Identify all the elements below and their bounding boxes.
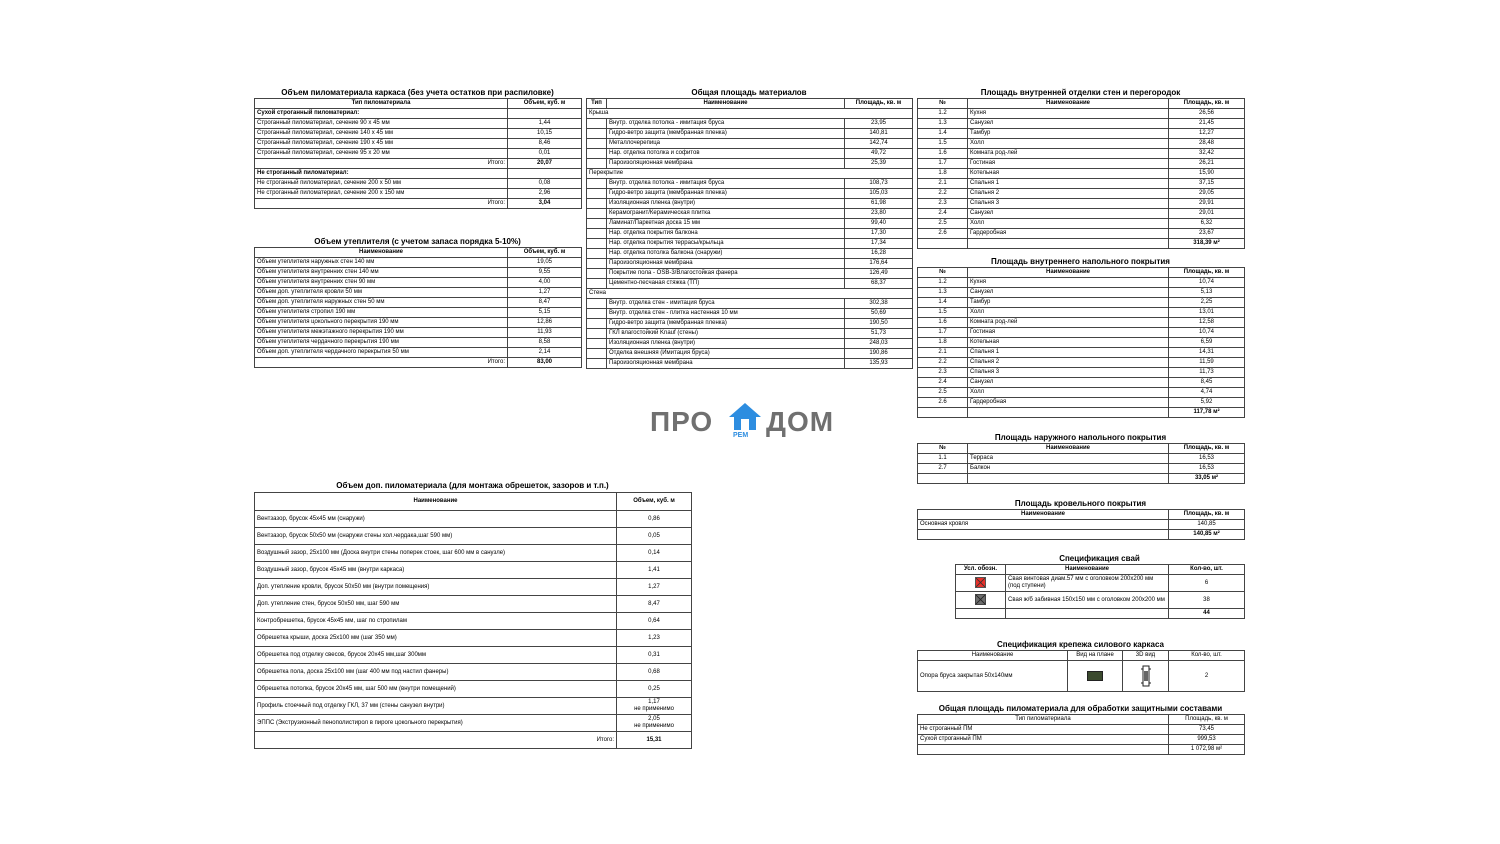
table-row: 1.7 Гостиная 10,74	[918, 328, 1245, 338]
table-row: Изоляционная пленка (внутри) 61,98	[587, 199, 913, 209]
table-row: 2.1 Спальня 1 37,15	[918, 179, 1245, 189]
table-row: Обрешетка крыши, доска 25х100 мм (шаг 350 мм) 1,23	[255, 630, 692, 647]
table-row: Основная кровля 140,85	[918, 520, 1245, 530]
fastener-block	[917, 640, 1244, 692]
table-row: 2.1 Спальня 1 14,31	[918, 348, 1245, 358]
table-row: Объем доп. утеплителя чердачного перекрытия 50 мм 2,14	[255, 348, 582, 358]
total-row: 140,85 м²	[918, 530, 1245, 540]
treatment-table: Тип пиломатериала Площадь, кв. м Не строганный ПМ 73,45 Сухой строганный ПМ 999,53 1 072,98 м²	[917, 714, 1245, 755]
table-row: Не строганный пиломатериал, сечение 200 х 150 мм 2,96	[255, 189, 582, 199]
table-row: Объем доп. утеплителя наружных стен 50 мм 8,47	[255, 298, 582, 308]
table-row: Вентзазор, брусок 50х50 мм (снаружи стены хол.чердака,шаг 590 мм) 0,05	[255, 528, 692, 545]
total-row: 33,05 м²	[918, 474, 1245, 484]
table-row: 2.7 Балкон 16,53	[918, 464, 1245, 474]
table-row: Нар. отделка потолка балкона (снаружи) 16,28	[587, 249, 913, 259]
table-row: 2.5 Холл 4,74	[918, 388, 1245, 398]
table-row: Сухой строганный ПМ 999,53	[918, 735, 1245, 745]
floor-in-block	[917, 257, 1244, 418]
logo-subtext: РЕМ	[733, 432, 749, 439]
table-row: 1.6 Комната род-лей 32,42	[918, 149, 1245, 159]
floor-out-block	[917, 433, 1244, 484]
roof-table: Наименование Площадь, кв. м Основная кровля 140,85 140,85 м²	[917, 509, 1245, 540]
table-row: Пароизоляционная мембрана 135,93	[587, 359, 913, 369]
table-row: 1.5 Холл 28,48	[918, 139, 1245, 149]
table-row: 2.5 Холл 6,32	[918, 219, 1245, 229]
table-row: 2.3 Спальня 3 11,73	[918, 368, 1245, 378]
table-row: Не строганный ПМ 73,45	[918, 725, 1245, 735]
table-row: Объем утеплителя внутренних стен 140 мм 9,55	[255, 268, 582, 278]
table-row: Покрытие пола - OSB-3/Влагостойкая фанера 126,49	[587, 269, 913, 279]
table-row: Строганный пиломатериал, сечение 140 х 45 мм 10,15	[255, 129, 582, 139]
table-row: Объем утеплителя межэтажного перекрытия 190 мм 11,93	[255, 328, 582, 338]
table-row: 1.4 Тамбур 2,25	[918, 298, 1245, 308]
treatment-title: Общая площадь пиломатериала для обработки защитными составами	[938, 704, 1223, 713]
lumber-block	[254, 88, 581, 209]
joist-hanger-3d-icon	[1140, 665, 1152, 687]
table-row: 2.4 Санузел 8,45	[918, 378, 1245, 388]
table-row: 2.2 Спальня 2 11,59	[918, 358, 1245, 368]
total-row: Итого: 20,07	[255, 159, 582, 169]
piles-block	[955, 554, 1244, 619]
logo-text-right: ДОМ	[766, 406, 835, 437]
joist-hanger-plan-icon	[1087, 671, 1103, 681]
table-row: Профиль стоечный под отделку ГКЛ, 37 мм (стены санузел внутри) 1,17 не применимо	[255, 698, 692, 715]
table-row: Не строганный пиломатериал, сечение 200 х 50 мм 0,08	[255, 179, 582, 189]
floor-out-table: № Наименование Площадь, кв. м 1.1 Терраса 16,53 2.7 Балкон 16,53 33,05 м²	[917, 443, 1245, 484]
table-row: 2.6 Гардеробная 5,92	[918, 398, 1245, 408]
brand-logo	[650, 402, 850, 444]
screw-pile-symbol-icon	[975, 577, 986, 588]
extra-lumber-table: Наименование Объем, куб. м Вентзазор, брусок 45х45 мм (снаружи) 0,86 Вентзазор, брусок 50х50 мм (снаружи стены хол.чердака,шаг 590 мм) 0,05 Воздушный зазор, 25х100 мм (Доска внутри стены поперек стоек, шаг 600 мм в санузле) 0,14 Воздушный зазор, брусок 45х45 мм (внутри каркаса) 1,41 Доп. утепление кровли, брусок 50х50 мм (внутри помещения) 1,27 Доп. утепление стен, брусок 50х50 мм, шаг 590 мм 8,47 Контробрешетка, брусок 45х45 мм, шаг по стропилам 0,64 Обрешетка крыши, доска 25х100 мм (шаг 350 мм) 1,23 Обрешетка под отделку свесов, брусок 20х45 мм,шаг 300мм 0,31 Обрешетка пола, доска 25х100 мм (шаг 400 мм под настил фанеры) 0,68 Обрешетка потолка, брусок 20х45 мм, шаг 500 мм (внутри помещений) 0,25 Профиль стоечный под отделку ГКЛ, 37 мм (стены санузел внутри) 1,17 не применимо ЭППС (Экструзионный пенополистирол в пироге цокольного перекрытия) 2,05 не применимо Итого: 15,31	[254, 492, 692, 749]
section-label: Не строганный пиломатериал:	[255, 169, 508, 179]
table-row: Обрешетка пола, доска 25х100 мм (шаг 400 мм под настил фанеры) 0,68	[255, 664, 692, 681]
table-row: Гидро-ветро защита (мембранная пленка) 140,81	[587, 129, 913, 139]
piles-title: Спецификация свай	[1059, 554, 1140, 563]
table-row: Керамогранит/Керамическая плитка 23,80	[587, 209, 913, 219]
table-row: ЭППС (Экструзионный пенополистирол в пироге цокольного перекрытия) 2,05 не применимо	[255, 715, 692, 732]
table-row: Обрешетка под отделку свесов, брусок 20х45 мм,шаг 300мм 0,31	[255, 647, 692, 664]
table-row: Нар. отделка потолка и софитов 49,72	[587, 149, 913, 159]
table-row: Доп. утепление стен, брусок 50х50 мм, шаг 590 мм 8,47	[255, 596, 692, 613]
table-row: Доп. утепление кровли, брусок 50х50 мм (внутри помещения) 1,27	[255, 579, 692, 596]
table-row: 1.7 Гостиная 26,21	[918, 159, 1245, 169]
section-label: Сухой строганный пиломатериал:	[255, 109, 508, 119]
floor-in-title: Площадь внутреннего напольного покрытия	[991, 257, 1170, 266]
table-row: Обрешетка потолка, брусок 20х45 мм, шаг 500 мм (внутри помещений) 0,25	[255, 681, 692, 698]
table-row: Объем утеплителя внутренних стен 90 мм 4,00	[255, 278, 582, 288]
table-row: Цементно-песчаная стяжка (ТП) 68,37	[587, 279, 913, 289]
table-row: Гидро-ветро защита (мембранная пленка) 190,50	[587, 319, 913, 329]
house-icon	[728, 402, 762, 434]
extra-lumber-title: Объем доп. пиломатериала (для монтажа обрешеток, зазоров и т.п.)	[336, 481, 609, 490]
table-row: Вентзазор, брусок 45х45 мм (снаружи) 0,86	[255, 511, 692, 528]
table-row: ГКЛ влагостойкий Knauf (стены) 51,73	[587, 329, 913, 339]
table-row: Объем доп. утеплителя кровли 50 мм 1,27	[255, 288, 582, 298]
materials-table: Тип Наименование Площадь, кв. м Крыша Внутр. отделка потолка - имитация бруса 23,95 Гидро-ветро защита (мембранная пленка) 140,81 Металлочерепица 142,74 Нар. отделка потолка и софитов 49,72 Пароизоляционная мембрана 25,39 Перекрытие Внутр. отделка потолка - имитация бруса 108,73 Гидро-ветро защита (мембранная пленка) 105,03 Изоляционная пленка (внутри) 61,98 Керамогранит/Керамическая плитка 23,80 Ламинат/Паркетная доска 15 мм 99,40 Нар. отделка покрытия балкона 17,30 Нар. отделка покрытия террасы/крыльца 17,34 Нар. отделка потолка балкона (снаружи) 16,28 Пароизоляционная мембрана 176,64 Покрытие пола - OSB-3/Влагостойкая фанера 126,49 Цементно-песчаная стяжка (ТП) 68,37 Стена Внутр. отделка стен - имитация бруса 302,38 Внутр. отделка стен - плитка настенная 10 мм 50,69 Гидро-ветро защита (мембранная пленка) 190,50 ГКЛ влагостойкий Knauf (стены) 51,73 Изоляционная пленка (внутри) 248,03 Отделка внешняя (Имитация бруса) 190,86 Пароизоляционная мембрана 135,93	[586, 98, 913, 369]
table-row: Строганный пиломатериал, сечение 190 х 45 мм 8,46	[255, 139, 582, 149]
table-row: 1.8 Котельная 15,90	[918, 169, 1245, 179]
total-row: 44	[956, 609, 1245, 619]
table-row: Гидро-ветро защита (мембранная пленка) 105,03	[587, 189, 913, 199]
group-label: Перекрытие	[587, 169, 913, 179]
table-row: Объем утеплителя наружных стен 140 мм 19,05	[255, 258, 582, 268]
table-row: 1.1 Терраса 16,53	[918, 454, 1245, 464]
table-row: Пароизоляционная мембрана 25,39	[587, 159, 913, 169]
insulation-table: Наименование Объем, куб. м Объем утеплителя наружных стен 140 мм 19,05 Объем утеплителя внутренних стен 140 мм 9,55 Объем утеплителя внутренних стен 90 мм 4,00 Объем доп. утеплителя кровли 50 мм 1,27 Объем доп. утеплителя наружных стен 50 мм 8,47 Объем утеплителя стропил 190 мм 5,15 Объем утеплителя цокольного перекрытия 190 мм 12,86 Объем утеплителя межэтажного перекрытия 190 мм 11,93 Объем утеплителя чердачного перекрытия 190 мм 8,58 Объем доп. утеплителя чердачного перекрытия 50 мм 2,14 Итого: 83,00	[254, 247, 582, 368]
logo-text-left: ПРО	[650, 406, 714, 437]
table-row: 1.2 Кухня 10,74	[918, 278, 1245, 288]
table-row: Ламинат/Паркетная доска 15 мм 99,40	[587, 219, 913, 229]
roof-block	[917, 499, 1244, 540]
col-header: Объем, куб. м	[508, 99, 582, 109]
table-row: Металлочерепица 142,74	[587, 139, 913, 149]
walls-block	[917, 88, 1244, 249]
total-row: Итого: 15,31	[255, 732, 692, 749]
table-row: Строганный пиломатериал, сечение 95 х 20 мм 0,01	[255, 149, 582, 159]
treatment-block	[917, 704, 1244, 755]
table-row: 1.8 Котельная 6,59	[918, 338, 1245, 348]
piles-table: Усл. обозн. Наименование Кол-во, шт. Свая винтовая диам.57 мм с оголовком 200х200 мм (под ступени) 6 Свая ж/б забивная 150х150 мм с оголовком 200х200 мм 38 44	[955, 564, 1245, 619]
table-row: 2.6 Гардеробная 23,67	[918, 229, 1245, 239]
group-label: Крыша	[587, 109, 913, 119]
table-row: Опора бруса закрытая 50х140мм 2	[918, 661, 1245, 692]
table-row: 2.4 Санузел 29,01	[918, 209, 1245, 219]
insulation-title: Объем утеплителя (с учетом запаса порядка 5-10%)	[314, 237, 521, 246]
table-row: Свая винтовая диам.57 мм с оголовком 200х200 мм (под ступени) 6	[956, 575, 1245, 592]
total-row: Итого: 83,00	[255, 358, 582, 368]
insulation-block	[254, 237, 581, 368]
total-row: 117,78 м²	[918, 408, 1245, 418]
table-row: 1.4 Тамбур 12,27	[918, 129, 1245, 139]
table-row: Контробрешетка, брусок 45х45 мм, шаг по стропилам 0,64	[255, 613, 692, 630]
table-row: Объем утеплителя чердачного перекрытия 190 мм 8,58	[255, 338, 582, 348]
extra-lumber-block	[254, 481, 691, 749]
table-row: Объем утеплителя стропил 190 мм 5,15	[255, 308, 582, 318]
table-row: Объем утеплителя цокольного перекрытия 190 мм 12,86	[255, 318, 582, 328]
lumber-table	[254, 98, 582, 209]
materials-block	[586, 88, 912, 369]
table-row: Воздушный зазор, брусок 45х45 мм (внутри каркаса) 1,41	[255, 562, 692, 579]
table-row: Внутр. отделка потолка - имитация бруса 108,73	[587, 179, 913, 189]
table-row: Нар. отделка покрытия террасы/крыльца 17,34	[587, 239, 913, 249]
total-row: 1 072,98 м²	[918, 745, 1245, 755]
table-row: Нар. отделка покрытия балкона 17,30	[587, 229, 913, 239]
walls-table: № Наименование Площадь, кв. м 1.2 Кухня 26,56 1.3 Санузел 21,45 1.4 Тамбур 12,27 1.5 Холл 28,48 1.6 Комната род-лей 32,42 1.7 Гостиная 26,21 1.8 Котельная 15,90 2.1 Спальня 1 37,15 2.2 Спальня 2 29,05 2.3 Спальня 3 29,91 2.4 Санузел 29,01 2.5 Холл 6,32 2.6 Гардеробная 23,67 318,39 м²	[917, 98, 1245, 249]
table-row: 1.6 Комната род-лей 12,58	[918, 318, 1245, 328]
table-row: Пароизоляционная мембрана 176,64	[587, 259, 913, 269]
fastener-table: Наименование Вид на плане 3D вид Кол-во, шт. Опора бруса закрытая 50х140мм 2	[917, 650, 1245, 692]
table-row: 1.5 Холл 13,01	[918, 308, 1245, 318]
table-row: 1.3 Санузел 21,45	[918, 119, 1245, 129]
group-label: Стена	[587, 289, 913, 299]
floor-out-title: Площадь наружного напольного покрытия	[994, 433, 1167, 442]
roof-title: Площадь кровельного покрытия	[1014, 499, 1147, 508]
table-row: Внутр. отделка стен - имитация бруса 302,38	[587, 299, 913, 309]
table-row: 1.2 Кухня 26,56	[918, 109, 1245, 119]
table-row: Строганный пиломатериал, сечение 90 х 45 мм 1,44	[255, 119, 582, 129]
driven-pile-symbol-icon	[975, 594, 986, 605]
table-row: Изоляционная пленка (внутри) 248,03	[587, 339, 913, 349]
walls-title: Площадь внутренней отделки стен и перегородок	[980, 88, 1181, 97]
col-header: Тип пиломатериала	[255, 99, 508, 109]
total-row: 318,39 м²	[918, 239, 1245, 249]
materials-title: Общая площадь материалов	[691, 88, 807, 97]
table-row: 1.3 Санузел 5,13	[918, 288, 1245, 298]
table-row: Отделка внешняя (Имитация бруса) 190,86	[587, 349, 913, 359]
table-row: Внутр. отделка потолка - имитация бруса 23,95	[587, 119, 913, 129]
table-row: 2.2 Спальня 2 29,05	[918, 189, 1245, 199]
total-row: Итого: 3,04	[255, 199, 582, 209]
floor-in-table: № Наименование Площадь, кв. м 1.2 Кухня 10,74 1.3 Санузел 5,13 1.4 Тамбур 2,25 1.5 Холл 13,01 1.6 Комната род-лей 12,58 1.7 Гостиная 10,74 1.8 Котельная 6,59 2.1 Спальня 1 14,31 2.2 Спальня 2 11,59 2.3 Спальня 3 11,73 2.4 Санузел 8,45 2.5 Холл 4,74 2.6 Гардеробная 5,92 117,78 м²	[917, 267, 1245, 418]
table-row: Свая ж/б забивная 150х150 мм с оголовком 200х200 мм 38	[956, 592, 1245, 609]
fastener-title: Спецификация крепежа силового каркаса	[996, 640, 1164, 649]
table-row: Воздушный зазор, 25х100 мм (Доска внутри стены поперек стоек, шаг 600 мм в санузле) 0,14	[255, 545, 692, 562]
lumber-title: Объем пиломатериала каркаса (без учета остатков при распиловке)	[281, 88, 554, 97]
table-row: 2.3 Спальня 3 29,91	[918, 199, 1245, 209]
table-row: Внутр. отделка стен - плитка настенная 10 мм 50,69	[587, 309, 913, 319]
